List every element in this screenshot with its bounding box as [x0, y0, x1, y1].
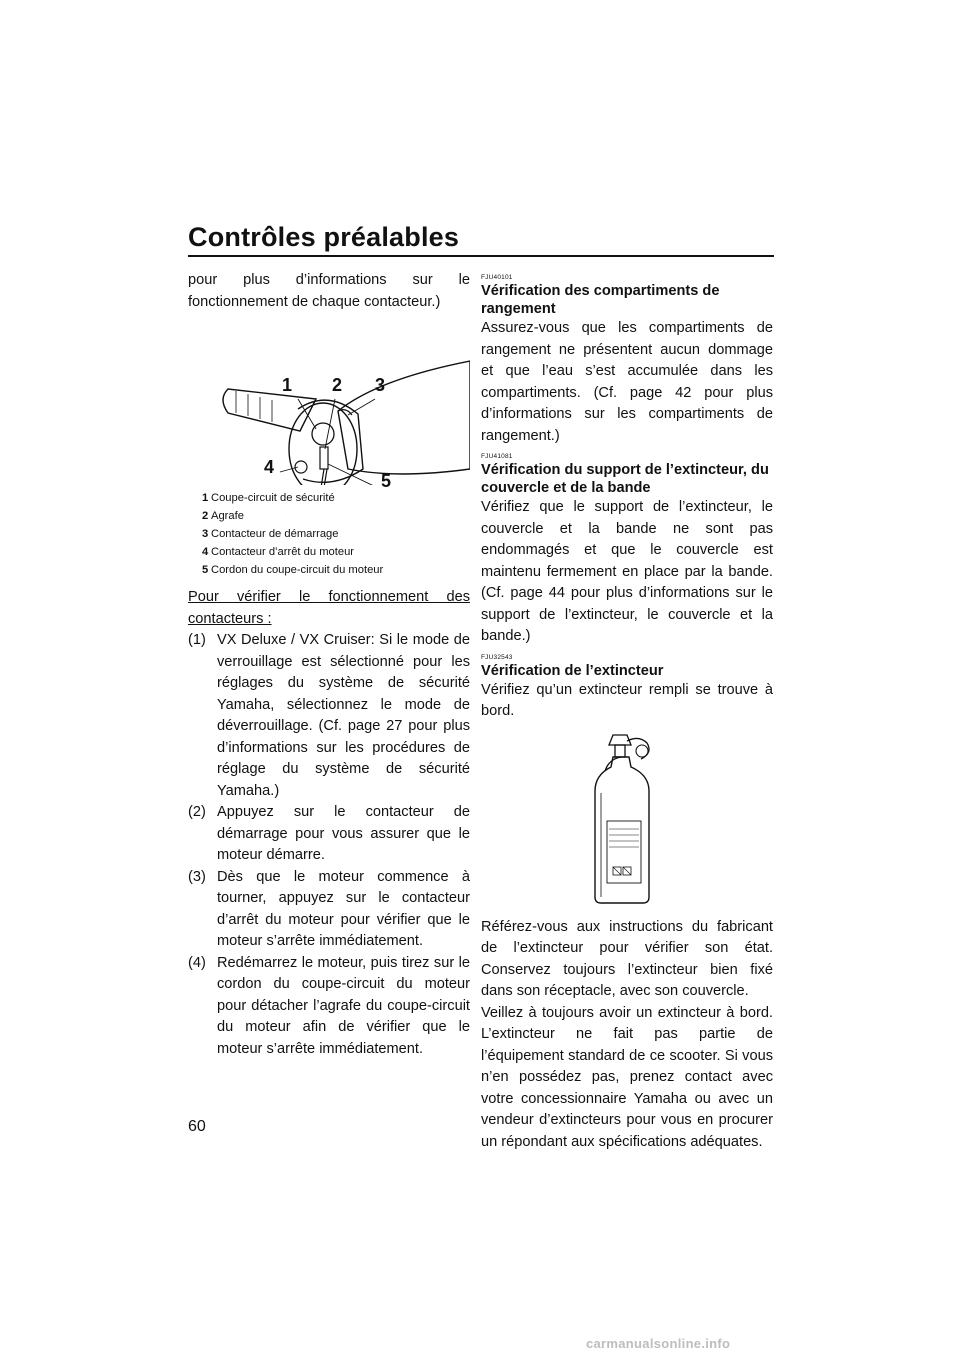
left-column: [188, 270, 470, 1060]
extinguisher-instructions: Référez-vous aux instructions du fabricant de l’extincteur pour vérifier son état. Conservez toujours l’extincteur bien fixé dans son réceptacle, avec son couvercle.: [481, 918, 773, 999]
right-column: [481, 274, 773, 1153]
handlebar-illustration: [188, 319, 470, 485]
check-heading-line2: contacteurs :: [188, 610, 272, 627]
list-item: (4) Redémarrez le moteur, puis tirez sur le cordon du coupe-circuit du moteur pour détacher l’agrafe du coupe-circuit du moteur afin de vérifier que le moteur s’arrête immédiatement.: [188, 954, 470, 1057]
fire-extinguisher-icon: [587, 731, 667, 907]
legend-item: 3 Contacteur de démarrage: [202, 528, 339, 540]
callout-5: 5: [381, 471, 392, 491]
page-number: 60: [188, 1118, 206, 1135]
section-heading-storage: Vérification des compartiments de rangement: [481, 283, 720, 317]
title-rule: [188, 255, 774, 257]
extinguisher-figure: [481, 731, 773, 907]
watermark: carmanualsonline.info: [586, 1336, 731, 1351]
list-item: (1) VX Deluxe / VX Cruiser: Si le mode de verrouillage est sélectionné pour les réglages du système de sécurité Yamaha, sélectionnez le mode de déverrouillage. (Cf. page 27 pour plus d’informations sur les procédures de réglage du système de sécurité Yamaha.): [188, 632, 470, 799]
callout-2: 2: [332, 375, 343, 395]
check-heading-line1: Pour vérifier le fonctionnement des: [188, 589, 470, 605]
page-title: Contrôles préalables: [188, 222, 460, 252]
check-steps: [188, 630, 470, 1060]
callout-3: 3: [375, 375, 386, 395]
legend-item: 2 Agrafe: [202, 510, 244, 522]
intro-text: pour plus d’informations sur le fonctionnement de chaque contacteur.): [188, 272, 470, 310]
legend-item: 5 Cordon du coupe-circuit du moteur: [202, 564, 384, 576]
section-code: FJU40101: [481, 274, 513, 281]
figure-legend: [202, 489, 470, 579]
callout-4: 4: [264, 457, 275, 477]
extinguisher-onboard-note: Veillez à toujours avoir un extincteur à bord. L’extincteur ne fait pas partie de l’équipement standard de ce scooter. Si vous n’en possédez pas, prenez contact avec votre concessionnaire Yamaha ou avec un vendeur d’extincteurs pour vous en procurer un répondant aux spécifications adéquates.: [481, 1004, 773, 1150]
list-item: (2) Appuyez sur le contacteur de démarrage pour vous assurer que le moteur démarre.: [188, 804, 470, 863]
legend-item: 4 Contacteur d’arrêt du moteur: [202, 546, 355, 558]
list-item: (3) Dès que le moteur commence à tourner, appuyez sur le contacteur d’arrêt du moteur pour vérifier que le moteur s’arrête immédiatement.: [188, 868, 470, 949]
legend-item: 1 Coupe-circuit de sécurité: [202, 492, 335, 504]
section-body-holder: Vérifiez que le support de l’extincteur, le couvercle et la bande ne sont pas endommagés et que le couvercle est maintenu fermement en place par la bande. (Cf. page 44 pour plus d’informations sur le support de l’extincteur, le couvercle et la bande.): [481, 499, 773, 644]
section-heading-extinguisher: Vérification de l’extincteur: [481, 662, 664, 679]
section-code: FJU41081: [481, 453, 513, 460]
check-heading: [188, 587, 470, 630]
section-heading-holder: Vérification du support de l’extincteur, du couvercle et de la bande: [481, 462, 769, 496]
switch-figure: [188, 319, 470, 491]
section-code: FJU32543: [481, 653, 513, 661]
callout-1: 1: [282, 375, 293, 395]
section-body-extinguisher: Vérifiez qu’un extincteur rempli se trouve à bord.: [481, 681, 773, 719]
section-body-storage: Assurez-vous que les compartiments de rangement ne présentent aucun dommage et que l’eau s’est accumulée dans les compartiments. (Cf. page 42 pour plus d’informations sur les compartiments de rangement.): [481, 320, 773, 444]
